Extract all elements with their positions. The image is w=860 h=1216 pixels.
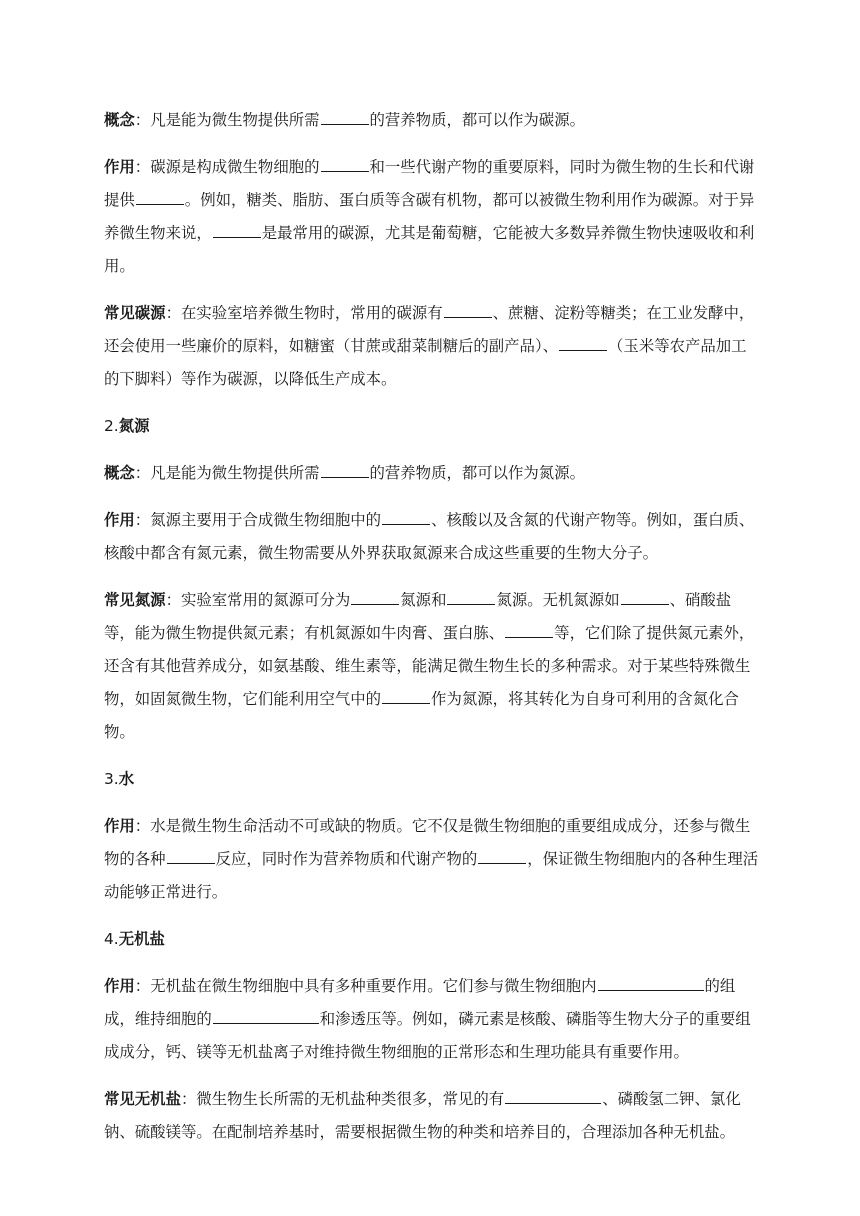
term-label: 作用 [104,817,135,835]
section-number: 2. [104,417,119,435]
text: 和一些代谢产物的重要原料，同时为微生物的生长和代谢提供 [104,158,755,209]
section-title: 水 [118,770,135,788]
carbon-common-paragraph [104,297,760,396]
text: ：水是微生物生命活动不可或缺的物质。它不仅是微生物细胞的重要组成成分，还参与微生物的各种 [104,817,751,868]
fill-blank[interactable] [167,846,215,864]
text: ，保证微生物细胞内的各种生理活动能够正常进行。 [104,850,759,901]
fill-blank[interactable] [505,1086,601,1104]
fill-blank[interactable] [621,587,669,605]
fill-blank[interactable] [321,154,369,172]
text: 氮源和 [400,591,447,609]
section-number: 3. [104,770,119,788]
text: 。例如，糖类、脂肪、蛋白质等含碳有机物，都可以被微生物利用作为碳源。对于异养微生物来说， [104,191,755,242]
text: 和渗透压等。例如，磷元素是核酸、磷脂等生物大分子的重要组成成分，钙、镁等无机盐离子对维持微生物细胞的正常形态和生理功能具有重要作用。 [104,1010,751,1061]
term-label: 常见氮源 [104,591,166,609]
text: 的营养物质，都可以作为氮源。 [369,464,585,482]
text: ：凡是能为微生物提供所需 [134,111,320,129]
fill-blank[interactable] [505,620,553,638]
fill-blank[interactable] [559,333,607,351]
section-heading-nitrogen [104,410,760,443]
text: ：氮源主要用于合成微生物细胞中的 [134,511,382,529]
text: 的营养物质，都可以作为碳源。 [369,111,585,129]
fill-blank[interactable] [136,187,184,205]
term-label: 作用 [104,158,135,176]
water-role-paragraph [104,810,760,909]
carbon-role-paragraph [104,151,760,283]
fill-blank[interactable] [478,846,526,864]
section-number: 4. [104,930,119,948]
nitrogen-concept-paragraph [104,457,760,490]
term-label: 作用 [104,511,135,529]
fill-blank[interactable] [321,107,369,125]
text: 作为氮源，将其转化为自身可利用的含氮化合物。 [104,690,739,741]
text: ：微生物生长所需的无机盐种类很多，常见的有 [180,1090,505,1108]
text: （玉米等农产品加工的下脚料）等作为碳源，以降低生产成本。 [104,337,747,388]
text: 、磷酸氢二钾、氯化钠、硫酸镁等。在配制培养基时，需要根据微生物的种类和培养目的，合理添加各种无机盐。 [104,1090,741,1141]
text: ：在实验室培养微生物时，常用的碳源有 [165,304,443,322]
section-heading-salt [104,923,760,956]
text: 、核酸以及含氮的代谢产物等。例如，蛋白质、核酸中都含有氮元素，微生物需要从外界获取氮源来合成这些重要的生物大分子。 [104,511,755,562]
term-label: 概念 [104,464,135,482]
fill-blank[interactable] [444,300,492,318]
term-label: 概念 [104,111,135,129]
term-label: 作用 [104,977,135,995]
text: 、蔗糖、淀粉等糖类；在工业发酵中，还会使用一些廉价的原料，如糖蜜（甘蔗或甜菜制糖后的副产品）、 [104,304,755,355]
section-heading-water [104,763,760,796]
carbon-concept-paragraph [104,104,760,137]
nitrogen-common-paragraph [104,584,760,749]
nitrogen-role-paragraph [104,504,760,570]
fill-blank[interactable] [598,973,704,991]
text: 的组成，维持细胞的 [104,977,736,1028]
term-label: 常见无机盐 [104,1090,181,1108]
text: ：无机盐在微生物细胞中具有多种重要作用。它们参与微生物细胞内 [134,977,597,995]
fill-blank[interactable] [382,507,430,525]
salt-role-paragraph [104,970,760,1069]
text: 氮源。无机氮源如 [496,591,620,609]
fill-blank[interactable] [213,1006,319,1024]
text: 反应，同时作为营养物质和代谢产物的 [215,850,478,868]
section-title: 氮源 [118,417,150,435]
text: 是最常用的碳源，尤其是葡萄糖，它能被大多数异养微生物快速吸收和利用。 [104,224,755,275]
fill-blank[interactable] [382,686,430,704]
fill-blank[interactable] [321,460,369,478]
text: ：碳源是构成微生物细胞的 [134,158,320,176]
text: ：实验室常用的氮源可分为 [165,591,351,609]
section-title: 无机盐 [118,930,165,948]
fill-blank[interactable] [447,587,495,605]
text: 等，它们除了提供氮元素外，还含有其他营养成分，如氨基酸、维生素等，能满足微生物生长的多种需求。对于某些特殊微生物，如固氮微生物，它们能利用空气中的 [104,624,755,708]
term-label: 常见碳源 [104,304,166,322]
text: 、硝酸盐等，能为微生物提供氮元素；有机氮源如牛肉膏、蛋白胨、 [104,591,732,642]
fill-blank[interactable] [213,220,261,238]
fill-blank[interactable] [351,587,399,605]
salt-common-paragraph [104,1083,760,1149]
text: ：凡是能为微生物提供所需 [134,464,320,482]
